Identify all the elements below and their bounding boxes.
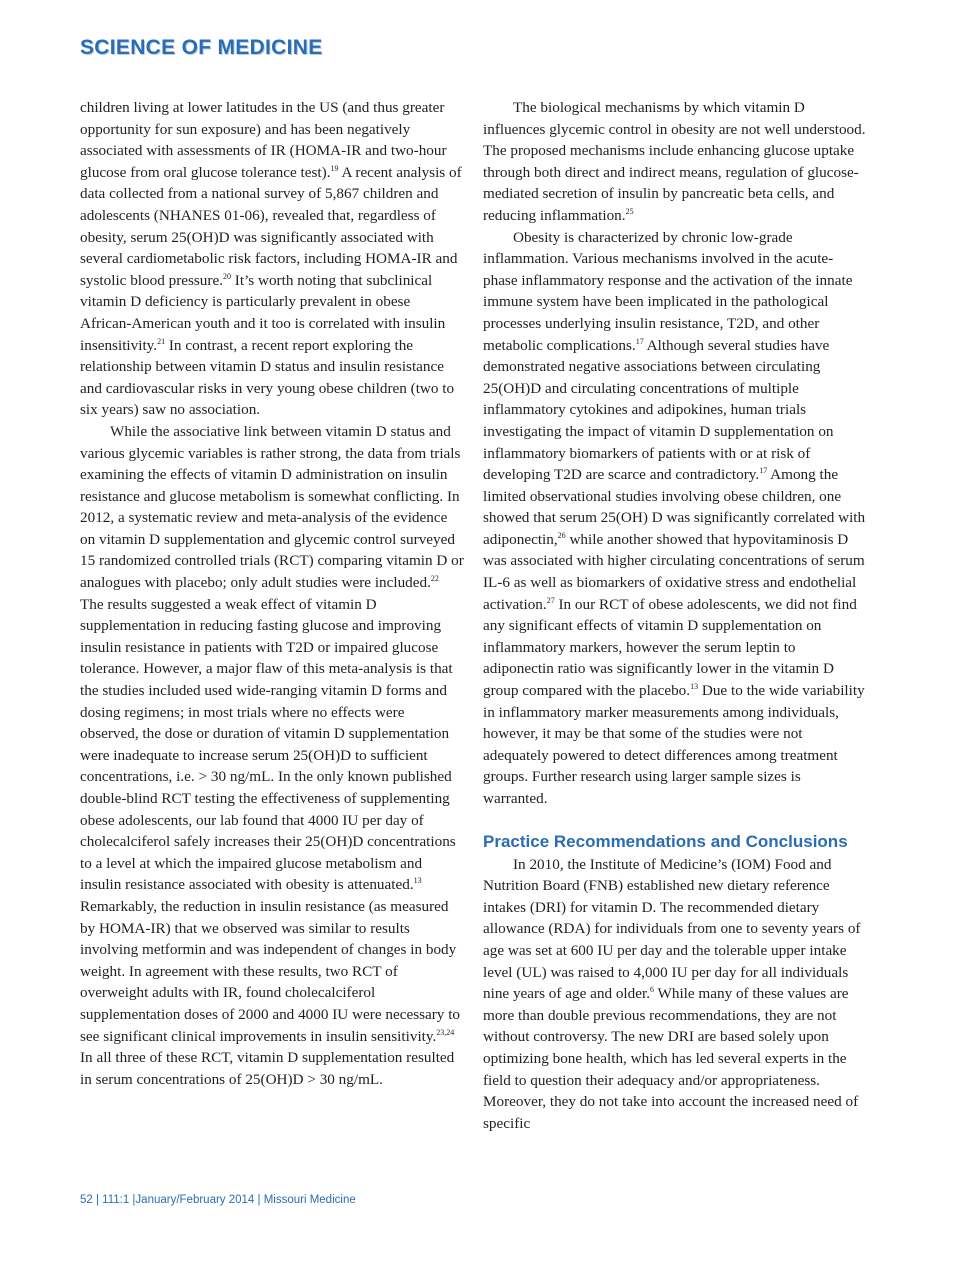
citation-superscript: 25 <box>625 206 634 216</box>
section-heading: Practice Recommendations and Conclusions <box>483 831 848 851</box>
right-column <box>483 97 867 1134</box>
citation-superscript: 19 <box>330 163 339 173</box>
body-paragraph: In 2010, the Institute of Medicine’s (IOM) Food and Nutrition Board (FNB) established new dietary reference intakes (DRI) for vitamin D. The recommended dietary allowance (RDA) for individuals from one to seventy years of age was set at 600 IU per day and the tolerable upper intake level (UL) was raised to 4,000 IU per day for all individuals nine years of age and older.$^6$ While many of these values are more than double previous recommendations, they are not without controversy. The new DRI are based solely upon optimizing bone health, which has led several experts in the field to question their adequacy and/or appropriateness. Moreover, they do not take into account the increased need of specific <box>483 855 861 1132</box>
body-paragraph: Obesity is characterized by chronic low-grade inflammation. Various mechanisms involved in the acute-phase inflammatory response and the activation of the innate immune system have been implicated in the pathological processes underlying insulin resistance, T2D, and other metabolic complications.$^{17}$ Although several studies have demonstrated negative associations between circulating 25(OH)D and circulating concentrations of multiple inflammatory cytokines and adipokines, human trials investigating the impact of vitamin D supplementation on inflammatory biomarkers of patients with or at risk of developing T2D are scarce and contradictory.$^{17}$ Among the limited observational studies involving obese children, one showed that serum 25(OH) D was significantly correlated with adiponectin,$^{26}$ while another showed that hypovitaminosis D was associated with higher circulating concentrations of serum IL-6 as well as biomarkers of oxidative stress and endothelial activation.$^{27}$ In our RCT of obese adolescents, we did not find any significant effects of vitamin D supplementation on inflammatory markers, however the serum leptin to adiponectin ratio was significantly lower in the vitamin D group compared with the placebo.$^{13}$ Due to the wide variability in inflammatory marker measurements among individuals, however, it may be that some of the studies were not adequately powered to detect differences among treatment groups. Further research using larger sample sizes is warranted. <box>483 228 866 807</box>
left-column <box>80 97 464 1090</box>
citation-superscript: 6 <box>650 985 654 995</box>
body-paragraph: While the associative link between vitamin D status and various glycemic variables is rather strong, the data from trials examining the effects of vitamin D administration on insulin resistance and glucose metabolism is somewhat conflicting. In 2012, a systematic review and meta-analysis of the evidence on vitamin D supplementation and glycemic control surveyed 15 randomized controlled trials (RCT) comparing vitamin D or analogues with placebo; only adult studies were included.$^{22}$ The results suggested a weak effect of vitamin D supplementation in reducing fasting glucose and improving insulin resistance in patients with T2D or impaired glucose tolerance. However, a major flaw of this meta-analysis is that the studies included used wide-ranging vitamin D forms and dosing regimens; in most trials where no effects were observed, the dose or duration of vitamin D supplementation were inadequate to increase serum 25(OH)D to sufficient concentrations, i.e. > 30 ng/mL. In the only known published double-blind RCT testing the effectiveness of supplementing obese adolescents, our lab found that 4000 IU per day of cholecalciferol safely increases their 25(OH)D concentrations to a level at which the impaired glucose metabolism and insulin resistance associated with obesity is attenuated.$^{13}$ Remarkably, the reduction in insulin resistance (as measured by HOMA-IR) that we observed was similar to results involving metformin and was independent of changes in body weight. In agreement with these results, two RCT of overweight adults with IR, found cholecalciferol supplementation doses of 2000 and 4000 IU were necessary to see significant clinical improvements in insulin sensitivity.$^{23,24}$ In all three of these RCT, vitamin D supplementation resulted in serum concentrations of 25(OH)D > 30 ng/mL. <box>80 422 464 1088</box>
body-paragraph: The biological mechanisms by which vitamin D influences glycemic control in obesity are not well understood. The proposed mechanisms include enhancing glucose uptake through both direct and indirect means, regulation of glucose-mediated secretion of insulin by pancreatic beta cells, and reducing inflammation.$^{25}$ <box>483 99 866 224</box>
citation-superscript: 13 <box>690 682 699 692</box>
citation-superscript: 20 <box>223 271 231 281</box>
citation-superscript: 17 <box>759 466 768 476</box>
citation-superscript: 27 <box>546 595 555 605</box>
page-footer: 52 | 111:1 |January/February 2014 | Missouri Medicine <box>80 1194 356 1206</box>
citation-superscript: 17 <box>635 336 644 346</box>
citation-superscript: 21 <box>157 336 166 346</box>
citation-superscript: 22 <box>430 574 439 584</box>
section-header: SCIENCE OF MEDICINE <box>80 36 323 59</box>
body-paragraph: children living at lower latitudes in the US (and thus greater opportunity for sun exposure) and has been negatively associated with assessments of IR (HOMA-IR and two-hour glucose from oral glucose tolerance test).$^{19}$ A recent analysis of data collected from a national survey of 5,867 children and adolescents (NHANES 01-06), revealed that, regardless of obesity, serum 25(OH)D was significantly associated with several cardiometabolic risk factors, including HOMA-IR and systolic blood pressure.$^{20}$ It’s worth noting that subclinical vitamin D deficiency is particularly prevalent in obese African-American youth and it too is correlated with insulin insensitivity.$^{21}$ In contrast, a recent report exploring the relationship between vitamin D status and insulin resistance and cardiovascular risks in very young obese children (two to six years) saw no association. <box>80 99 462 419</box>
citation-superscript: 26 <box>557 530 566 540</box>
citation-superscript: 13 <box>413 876 422 886</box>
citation-superscript: 23,24 <box>436 1027 455 1037</box>
